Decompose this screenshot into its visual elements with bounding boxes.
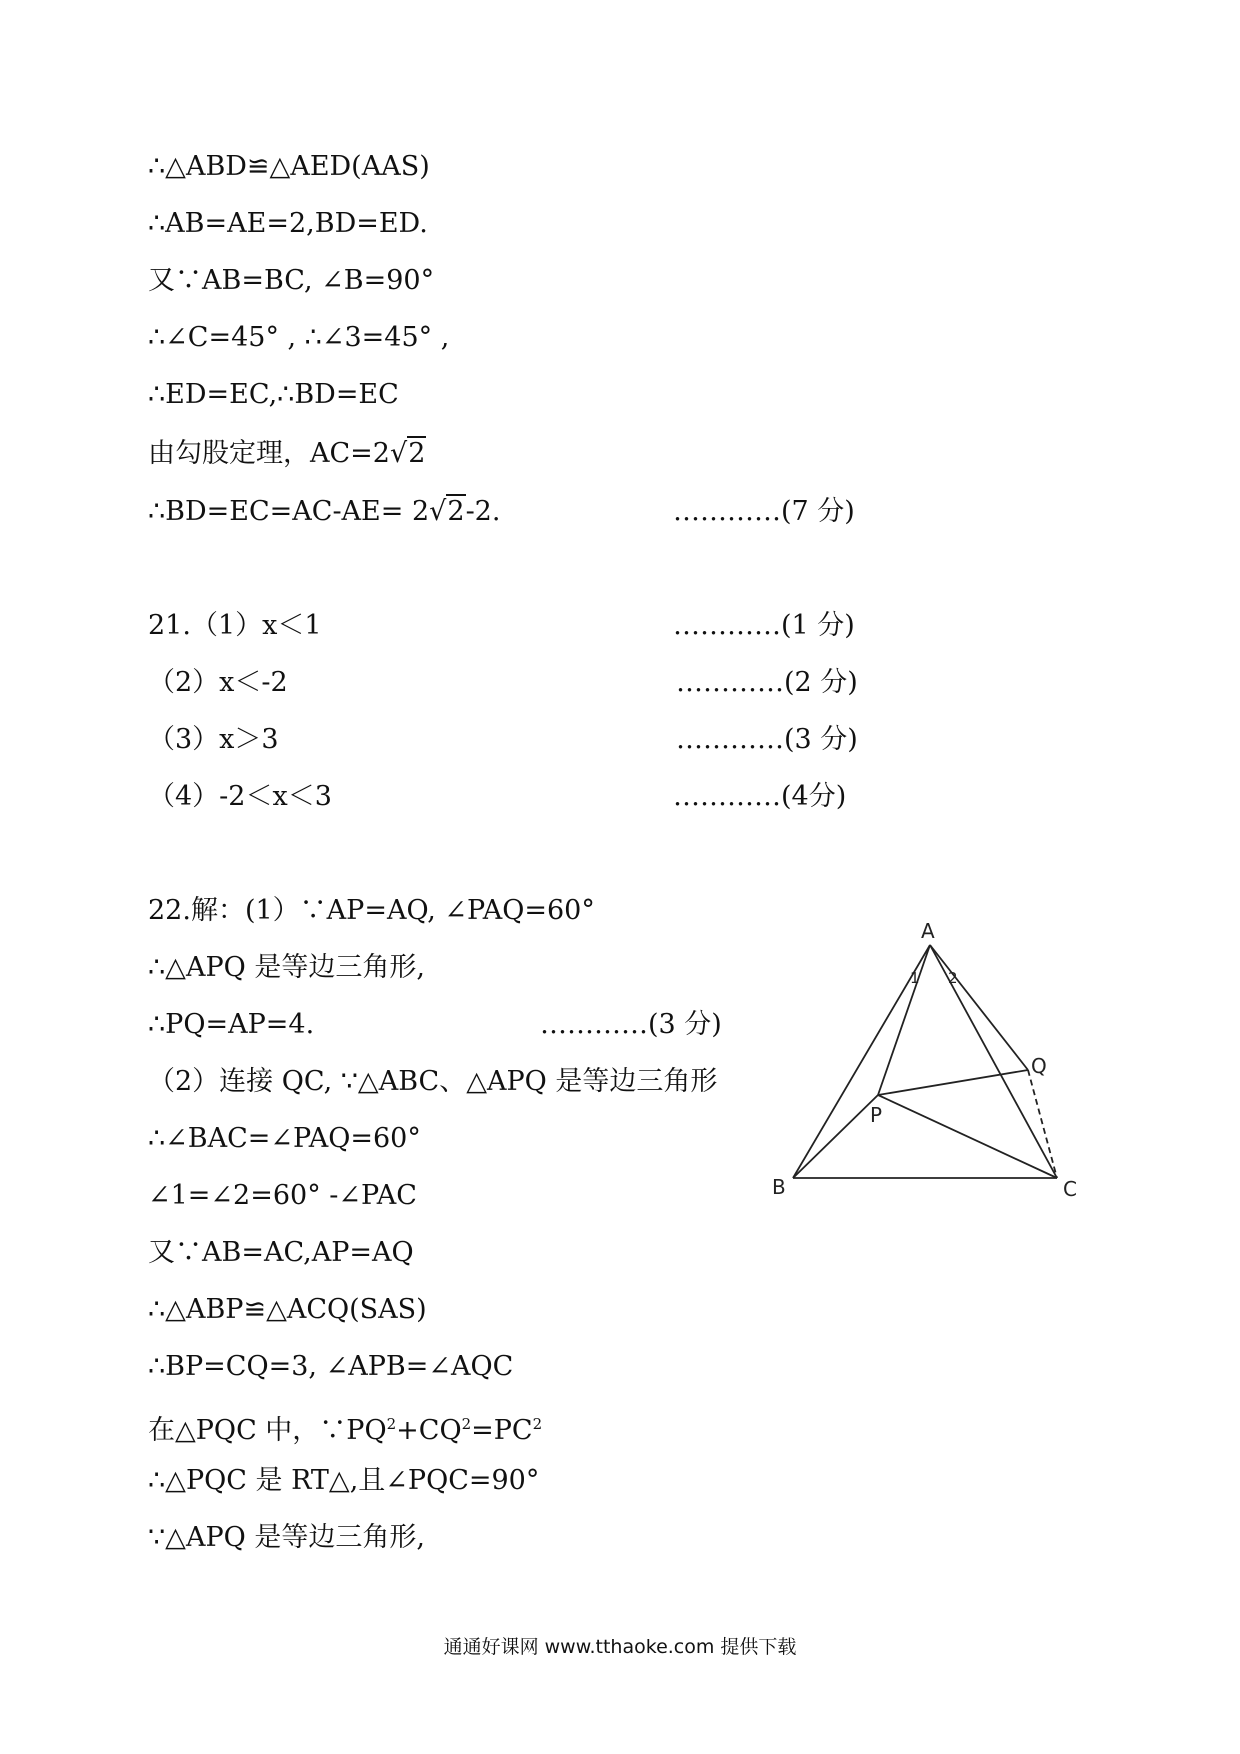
exponent: 2 [461,1415,472,1433]
vertex-label-p: P [870,1103,883,1127]
text-segment: ∴BD=EC=AC-AE= 2 [148,496,430,527]
proof-line: 又∵AB=AC,AP=AQ [148,1237,414,1268]
answer-line: 21.（1）x＜1 [148,610,322,641]
page-footer: 通通好课网 www.tthaoke.com 提供下载 [443,1636,797,1658]
text-segment: +CQ [396,1415,462,1446]
sqrt-radicand: 2 [447,496,465,527]
vertex-label-a: A [921,919,935,943]
proof-line: ∴∠C=45° , ∴∠3=45° , [148,322,450,353]
vertex-label-q: Q [1031,1054,1047,1078]
text-segment: 由勾股定理，AC=2 [148,438,390,469]
sqrt-expression [390,437,426,471]
proof-line: ∴PQ=AP=4. [148,1009,315,1040]
proof-line: 又∵AB=BC, ∠B=90° [148,265,435,296]
text-segment: -2. [465,496,501,527]
score-marker: …………(2 分) [676,667,858,698]
proof-line-radical [148,495,500,529]
segment-aq [930,945,1028,1070]
sqrt-sign-icon: √ [389,438,408,469]
proof-line: ∴△APQ 是等边三角形, [148,952,425,983]
proof-line: ∴BP=CQ=3, ∠APB=∠AQC [148,1351,514,1382]
sqrt-radicand: 2 [408,438,426,469]
proof-line: ∴∠BAC=∠PAQ=60° [148,1123,421,1154]
score-marker: …………(7 分) [673,496,855,527]
exponent: 2 [386,1415,397,1433]
proof-line: （2）连接 QC, ∵△ABC、△APQ 是等边三角形 [148,1066,718,1097]
text-segment: 在△PQC 中，∵PQ [148,1415,387,1446]
score-marker: …………(3 分) [676,724,858,755]
score-marker: …………(1 分) [673,610,855,641]
proof-line: ∵△APQ 是等边三角形, [148,1522,425,1553]
proof-line: ∠1=∠2=60° -∠PAC [148,1180,417,1211]
segment-qc [1028,1070,1057,1178]
answer-line: （4）-2＜x＜3 [148,781,332,812]
proof-line: ∴ED=EC,∴BD=EC [148,379,399,410]
proof-line: 22.解：(1）∵AP=AQ, ∠PAQ=60° [148,895,595,926]
exponent: 2 [532,1415,543,1433]
score-marker: …………(4分) [673,781,847,812]
score-marker: …………(3 分) [540,1009,722,1040]
proof-line: ∴AB=AE=2,BD=ED. [148,208,428,239]
angle-label-2: 2 [948,969,958,987]
segment-pc [878,1095,1057,1178]
answer-line: （3）x＞3 [148,724,279,755]
angle-label-1: 1 [910,969,920,987]
vertex-label-b: B [772,1175,786,1199]
text-segment: =PC [471,1415,533,1446]
proof-line-pythagoras [148,1407,542,1448]
proof-line: ∴△PQC 是 RT△,且∠PQC=90° [148,1465,540,1496]
answer-line: （2）x＜-2 [148,667,288,698]
proof-line: ∴△ABD≌△AED(AAS) [148,151,430,182]
vertex-label-c: C [1063,1177,1077,1201]
proof-line-radical [148,437,426,471]
sqrt-expression [429,495,465,529]
geometry-figure [760,905,1100,1225]
proof-line: ∴△ABP≌△ACQ(SAS) [148,1294,427,1325]
sqrt-sign-icon: √ [429,496,447,527]
